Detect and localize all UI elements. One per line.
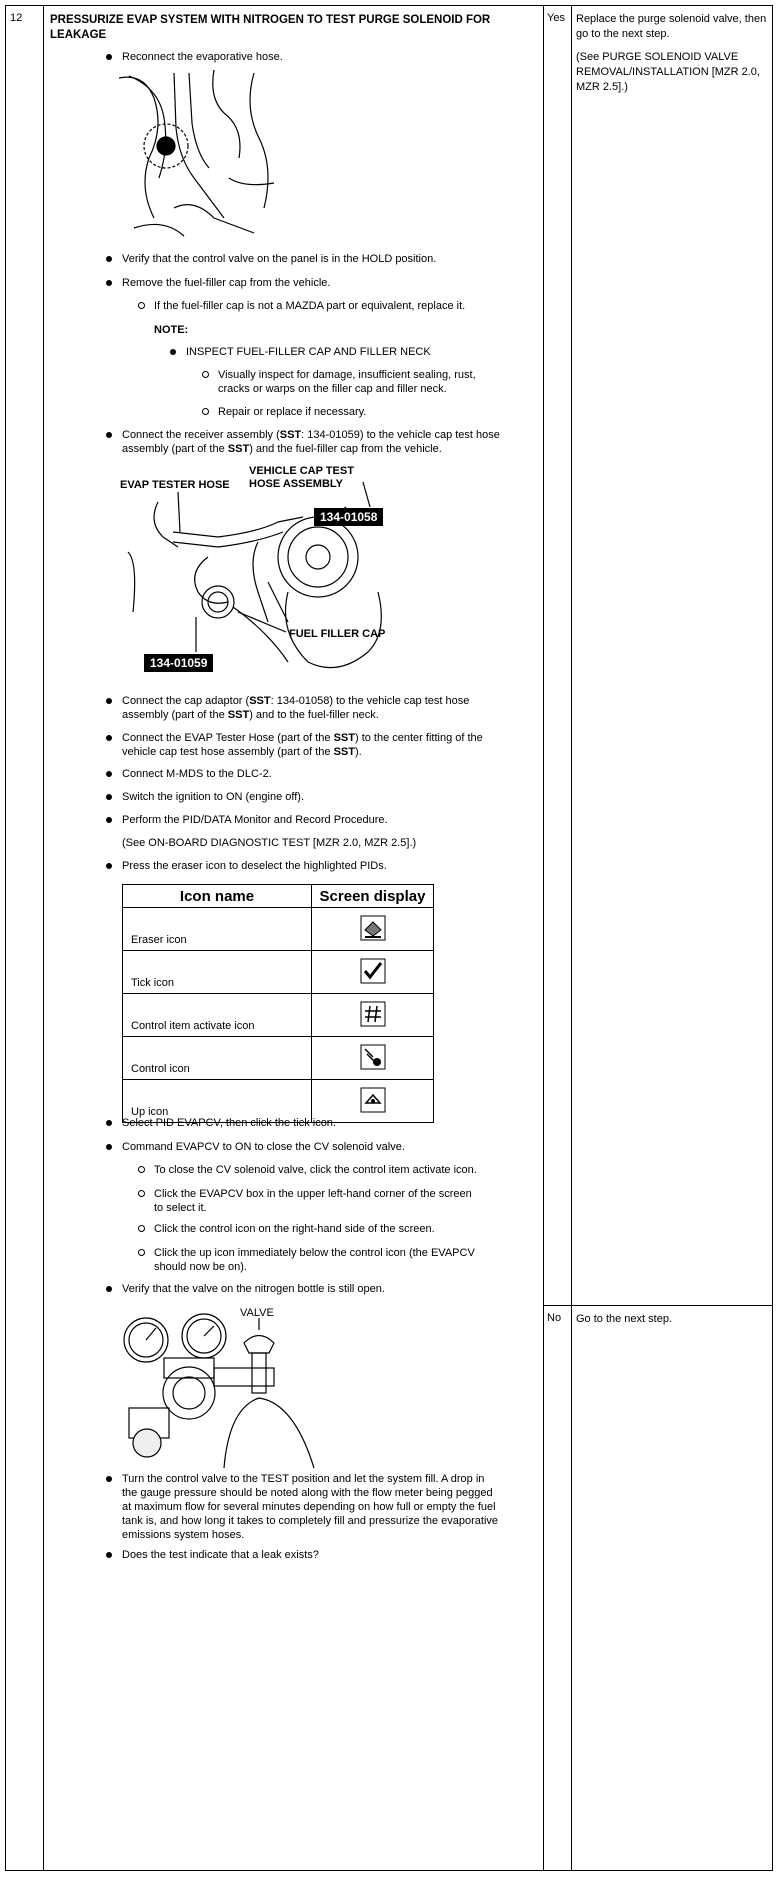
bullet-cap-adaptor: Connect the cap adaptor (SST: 134-01058) to the vehicle cap test hose assembly (part of the SST) and to the fuel-filler neck. — [122, 694, 492, 722]
sub-not-mazda: If the fuel-filler cap is not a MAZDA part or equivalent, replace it. — [154, 299, 524, 313]
bullet-ignition: Switch the ignition to ON (engine off). — [122, 790, 502, 804]
bullet-pid: Perform the PID/DATA Monitor and Record Procedure. — [122, 813, 502, 827]
label-vehicle-cap-test-hose: VEHICLE CAP TEST HOSE ASSEMBLY — [249, 465, 354, 490]
bullet-eraser: Press the eraser icon to deselect the highlighted PIDs. — [122, 859, 502, 873]
no-action: Go to the next step. — [572, 1306, 773, 1871]
control-icon — [360, 1044, 386, 1070]
no-label: No — [544, 1306, 572, 1871]
bullet-turn-control-valve: Turn the control valve to the TEST position and let the system fill. A drop in the gauge pressure should be noted along with the flow meter being pegged at maximum flow for several minutes depending on how full or empty the fuel tank is, and how long it takes to completely fill and pressurize the evaporative emissions system hoses. — [122, 1472, 502, 1542]
label-evap-tester-hose: EVAP TESTER HOSE — [120, 479, 230, 491]
icon-row-tick: Tick icon — [123, 951, 312, 994]
bullet-connect-receiver: Connect the receiver assembly (SST: 134-01059) to the vehicle cap test hose assembly (part of the SST) and the fuel-filler cap from the vehicle. — [122, 428, 502, 456]
label-valve: VALVE — [240, 1307, 274, 1319]
tag-134-01059: 134-01059 — [144, 654, 213, 672]
yes-action-text: Replace the purge solenoid valve, then go to the next step. — [576, 13, 767, 40]
icon-row-control: Control icon — [123, 1037, 312, 1080]
control-item-activate-icon — [360, 1001, 386, 1027]
sub-click-control: Click the control icon on the right-hand side of the screen. — [154, 1222, 494, 1236]
cap-test-hose-figure — [118, 462, 428, 682]
bullet-does-leak-exist: Does the test indicate that a leak exists? — [122, 1548, 502, 1562]
note-repair: Repair or replace if necessary. — [218, 405, 478, 419]
icon-row-control-item-activate: Control item activate icon — [123, 994, 312, 1037]
icon-table — [122, 884, 434, 1123]
yes-action — [572, 6, 773, 1306]
note-visual: Visually inspect for damage, insufficient sealing, rust, cracks or warps on the filler cap and filler neck. — [218, 368, 478, 396]
step-number: 12 — [6, 6, 44, 1871]
tick-icon — [360, 958, 386, 984]
icon-table-header-name: Icon name — [123, 885, 312, 908]
step-body — [44, 6, 544, 1871]
bullet-reconnect: Reconnect the evaporative hose. — [122, 50, 522, 64]
icon-table-header-display: Screen display — [312, 885, 434, 908]
bullet-command: Command EVAPCV to ON to close the CV solenoid valve. — [122, 1140, 502, 1154]
sub-close-cv: To close the CV solenoid valve, click the control item activate icon. — [154, 1163, 494, 1177]
pid-see-reference: (See ON-BOARD DIAGNOSTIC TEST [MZR 2.0, MZR 2.5].) — [122, 837, 417, 849]
bullet-select-pid: Select PID EVAPCV, then click the tick icon. — [122, 1116, 502, 1130]
yes-action-reference: (See PURGE SOLENOID VALVE REMOVAL/INSTALLATION [MZR 2.0, MZR 2.5].) — [576, 51, 760, 93]
up-icon — [360, 1087, 386, 1113]
evaporative-hose-figure — [114, 68, 284, 238]
eraser-icon — [360, 915, 386, 941]
bullet-mmds: Connect M-MDS to the DLC-2. — [122, 767, 502, 781]
bullet-evap-hose: Connect the EVAP Tester Hose (part of the SST) to the center fitting of the vehicle cap test hose assembly (part of the SST). — [122, 731, 492, 759]
bullet-verify-valve: Verify that the valve on the nitrogen bottle is still open. — [122, 1282, 502, 1296]
diagnostic-table — [5, 5, 773, 1871]
tag-134-01058: 134-01058 — [314, 508, 383, 526]
bullet-remove-cap: Remove the fuel-filler cap from the vehicle. — [122, 276, 522, 290]
icon-row-eraser: Eraser icon — [123, 908, 312, 951]
label-fuel-filler-cap: FUEL FILLER CAP — [289, 628, 386, 640]
nitrogen-bottle-figure — [114, 1308, 324, 1468]
bullet-verify-hold: Verify that the control valve on the panel is in the HOLD position. — [122, 252, 522, 266]
icon-row-up: Up icon — [123, 1080, 312, 1123]
sub-click-up: Click the up icon immediately below the control icon (the EVAPCV should now be on). — [154, 1246, 494, 1274]
sub-click-box: Click the EVAPCV box in the upper left-hand corner of the screen to select it. — [154, 1187, 474, 1215]
yes-label: Yes — [544, 6, 572, 1306]
step-title: PRESSURIZE EVAP SYSTEM WITH NITROGEN TO TEST PURGE SOLENOID FOR LEAKAGE — [50, 14, 491, 41]
note-label: NOTE: — [154, 324, 189, 336]
note-inspect: INSPECT FUEL-FILLER CAP AND FILLER NECK — [186, 345, 526, 359]
